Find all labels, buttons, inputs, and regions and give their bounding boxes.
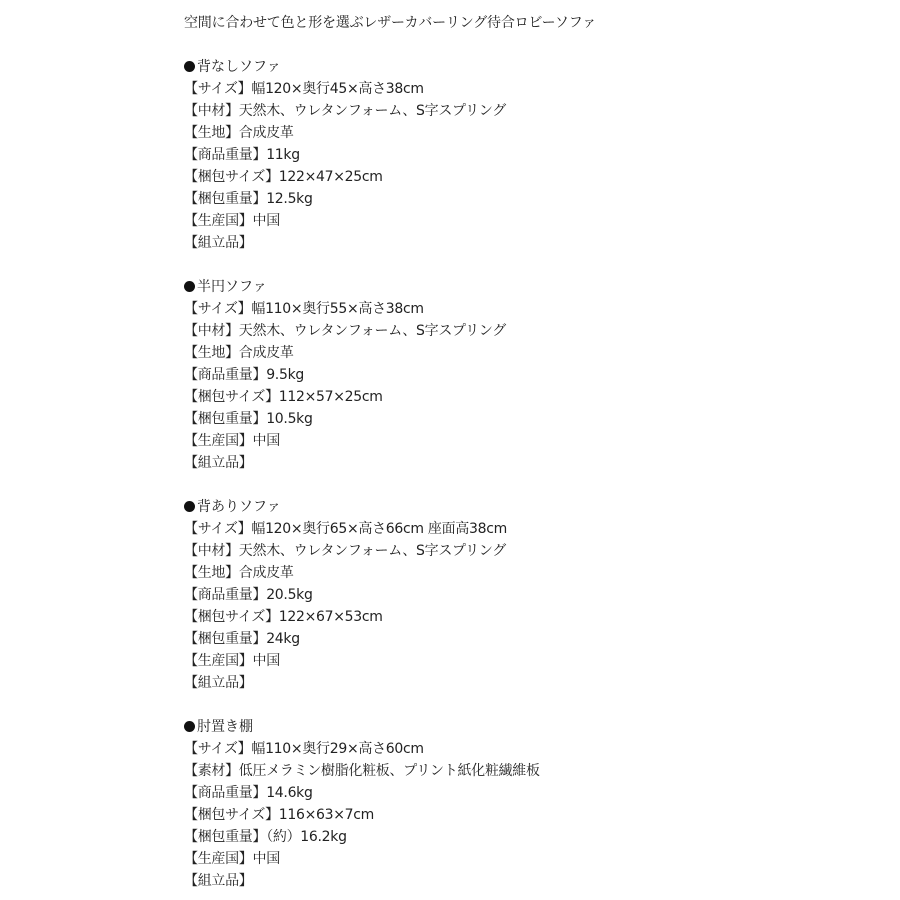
- section-heading: [184, 56, 864, 78]
- spec-line-country: 【生産国】中国: [184, 433, 280, 449]
- spec-line-package-size: 【梱包サイズ】112×57×25cm: [184, 389, 383, 405]
- section-heading-label: 背ありソファ: [197, 499, 281, 515]
- spec-line-fabric: 【生地】合成皮革: [184, 125, 294, 141]
- spec-line-weight: 【商品重量】20.5kg: [184, 587, 313, 603]
- spec-line-filling: 【中材】天然木、ウレタンフォーム、S字スプリング: [184, 543, 507, 559]
- spec-line-country: 【生産国】中国: [184, 851, 280, 867]
- spec-line-assembly: 【組立品】: [184, 675, 253, 691]
- spec-line-filling: 【中材】天然木、ウレタンフォーム、S字スプリング: [184, 323, 507, 339]
- spec-line-material: 【素材】低圧メラミン樹脂化粧板、プリント紙化粧繊維板: [184, 763, 540, 779]
- section-heading-label: 背なしソファ: [197, 59, 281, 75]
- spec-line-size: 【サイズ】幅120×奥行45×高さ38cm: [184, 81, 424, 97]
- spec-line-weight: 【商品重量】11kg: [184, 147, 300, 163]
- bullet-icon: [184, 61, 195, 72]
- document-title: 空間に合わせて色と形を選ぶレザーカバーリング待合ロビーソファ: [184, 15, 597, 31]
- spec-section-backed-sofa: [184, 496, 864, 694]
- bullet-icon: [184, 721, 195, 732]
- spec-line-package-weight: 【梱包重量】（約）16.2kg: [184, 829, 347, 845]
- spec-line-size: 【サイズ】幅110×奥行55×高さ38cm: [184, 301, 424, 317]
- spec-section-armrest-shelf: [184, 716, 864, 892]
- spec-line-weight: 【商品重量】14.6kg: [184, 785, 313, 801]
- bullet-icon: [184, 281, 195, 292]
- product-spec-document: [184, 12, 864, 892]
- section-heading: [184, 716, 864, 738]
- section-heading-label: 半円ソファ: [197, 279, 267, 295]
- spec-line-size: 【サイズ】幅120×奥行65×高さ66cm 座面高38cm: [184, 521, 507, 537]
- section-heading-label: 肘置き棚: [197, 719, 253, 735]
- spec-line-package-weight: 【梱包重量】12.5kg: [184, 191, 313, 207]
- spec-line-fabric: 【生地】合成皮革: [184, 345, 294, 361]
- section-heading: [184, 496, 864, 518]
- spec-section-half-round-sofa: [184, 276, 864, 474]
- section-heading: [184, 276, 864, 298]
- spec-line-package-size: 【梱包サイズ】116×63×7cm: [184, 807, 375, 823]
- spec-line-fabric: 【生地】合成皮革: [184, 565, 294, 581]
- spec-line-country: 【生産国】中国: [184, 213, 280, 229]
- spec-line-weight: 【商品重量】9.5kg: [184, 367, 304, 383]
- spec-line-size: 【サイズ】幅110×奥行29×高さ60cm: [184, 741, 424, 757]
- spec-line-filling: 【中材】天然木、ウレタンフォーム、S字スプリング: [184, 103, 507, 119]
- spec-line-package-weight: 【梱包重量】24kg: [184, 631, 300, 647]
- spec-line-package-weight: 【梱包重量】10.5kg: [184, 411, 313, 427]
- bullet-icon: [184, 501, 195, 512]
- spec-line-package-size: 【梱包サイズ】122×67×53cm: [184, 609, 383, 625]
- spec-section-backless-sofa: [184, 56, 864, 254]
- spec-line-assembly: 【組立品】: [184, 455, 253, 471]
- spec-line-country: 【生産国】中国: [184, 653, 280, 669]
- spec-line-package-size: 【梱包サイズ】122×47×25cm: [184, 169, 383, 185]
- spec-line-assembly: 【組立品】: [184, 873, 253, 889]
- spec-line-assembly: 【組立品】: [184, 235, 253, 251]
